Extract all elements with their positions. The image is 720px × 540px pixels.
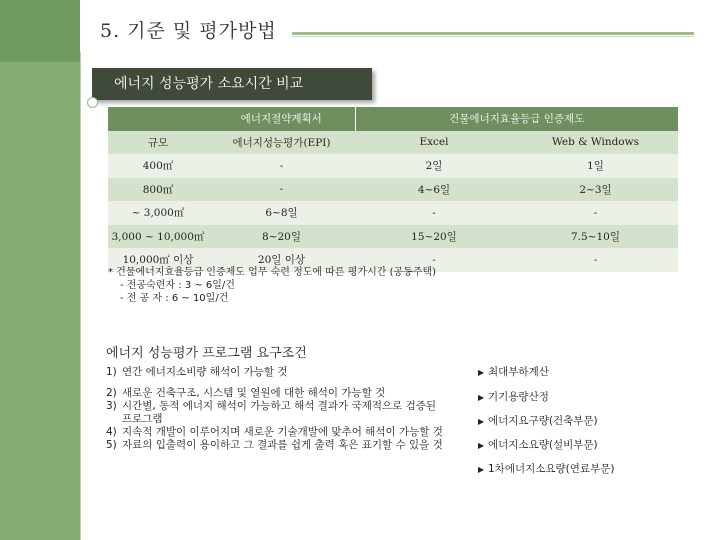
list-item — [478, 366, 614, 379]
table-row — [108, 225, 678, 249]
list-number: 4) — [106, 426, 117, 438]
list-text: 시간별, 동적 에너지 해석이 가능하고 해석 결과가 국제적으로 검증된 프로그램 — [122, 400, 437, 425]
list-text: 연간 에너지소비량 해석이 가능할 것 — [122, 366, 288, 378]
list-number: 3) — [106, 400, 117, 412]
table-header-empty — [108, 107, 208, 131]
note-sub: - 전공숙련자 : 3 ~ 6일/건 — [120, 280, 235, 291]
table-cell: 2~3일 — [513, 178, 678, 202]
table-group-header-row — [108, 107, 678, 131]
arrow-right-icon: ▶ — [478, 368, 485, 377]
bullet-text: 에너지소요량(설비부문) — [488, 439, 598, 451]
table-cell: 15~20일 — [355, 225, 513, 249]
note-sub: - 전 공 자 : 6 ~ 10일/건 — [120, 293, 229, 304]
table-header-cell: Web & Windows — [513, 131, 678, 155]
arrow-right-icon: ▶ — [478, 465, 485, 474]
title-underline-thin — [292, 36, 694, 37]
table-row — [108, 154, 678, 178]
table-cell: 3,000 ~ 10,000㎡ — [108, 225, 208, 249]
table-cell: - — [355, 248, 513, 272]
table-cell: - — [208, 154, 355, 178]
list-item — [106, 400, 446, 426]
bullet-text: 기기용량산정 — [488, 391, 549, 403]
table-group-header: 에너지절약계획서 — [208, 107, 355, 131]
note-main: * 건물에너지효율등급 인증제도 업무 숙련 정도에 따른 평가시간 (공동주택) — [108, 267, 437, 278]
list-item — [106, 439, 446, 452]
arrow-right-icon: ▶ — [478, 441, 485, 450]
table-header-cell: 에너지성능평가(EPI) — [208, 131, 355, 155]
table-header-cell: 규모 — [108, 131, 208, 155]
table-notes — [108, 266, 436, 305]
decorative-border — [80, 52, 95, 540]
arrow-right-icon: ▶ — [478, 393, 485, 402]
list-item — [106, 426, 446, 439]
title-underline — [292, 32, 694, 35]
section-heading: 에너지 성능평가 소요시간 비교 — [92, 68, 372, 100]
list-number: 2) — [106, 387, 117, 399]
table-group-header: 건물에너지효율등급 인증제도 — [355, 107, 678, 131]
list-text: 지속적 개발이 이루어지며 새로운 기술개발에 맞추어 해석이 가능할 것 — [122, 426, 443, 438]
table-header-cell: Excel — [355, 131, 513, 155]
table-cell: 8~20일 — [208, 225, 355, 249]
table-cell: - — [355, 201, 513, 225]
feature-bullets — [478, 366, 614, 476]
list-number: 5) — [106, 439, 117, 451]
table-cell: 400㎡ — [108, 154, 208, 178]
bullet-text: 최대부하계산 — [488, 366, 549, 378]
table-cell: - — [513, 248, 678, 272]
list-item — [478, 391, 614, 404]
table-cell: - — [513, 201, 678, 225]
list-number: 1) — [106, 366, 117, 378]
section2-title: 에너지 성능평가 프로그램 요구조건 — [106, 346, 307, 361]
table-cell: 4~6일 — [355, 178, 513, 202]
list-item — [106, 366, 446, 379]
table-header-row — [108, 131, 678, 155]
left-sidebar — [0, 0, 80, 540]
bullet-dot-icon — [87, 97, 98, 108]
bullet-text: 에너지요구량(건축부문) — [488, 415, 598, 427]
table-row — [108, 178, 678, 202]
list-item — [106, 387, 446, 400]
table-cell: 20일 이상 — [208, 248, 355, 272]
bullet-text: 1차에너지소요량(연료부문) — [488, 463, 615, 475]
list-text: 자료의 입출력이 용이하고 그 결과를 쉽게 출력 혹은 표기할 수 있을 것 — [122, 439, 443, 451]
slide-title: 5. 기준 및 평가방법 — [100, 20, 277, 42]
list-text: 새로운 건축구조, 시스템 및 열원에 대한 해석이 가능할 것 — [122, 387, 386, 399]
table-cell: 10,000㎡ 이상 — [108, 248, 208, 272]
comparison-table — [108, 107, 678, 272]
list-item — [478, 463, 614, 476]
table-cell: 7.5~10일 — [513, 225, 678, 249]
table-cell: - — [208, 178, 355, 202]
table-cell: ~ 3,000㎡ — [108, 201, 208, 225]
arrow-right-icon: ▶ — [478, 417, 485, 426]
list-item — [478, 439, 614, 452]
table-cell: 2일 — [355, 154, 513, 178]
table-cell: 1일 — [513, 154, 678, 178]
table-row — [108, 201, 678, 225]
list-item — [478, 415, 614, 428]
requirements-list — [106, 366, 446, 452]
table-cell: 800㎡ — [108, 178, 208, 202]
table-cell: 6~8일 — [208, 201, 355, 225]
